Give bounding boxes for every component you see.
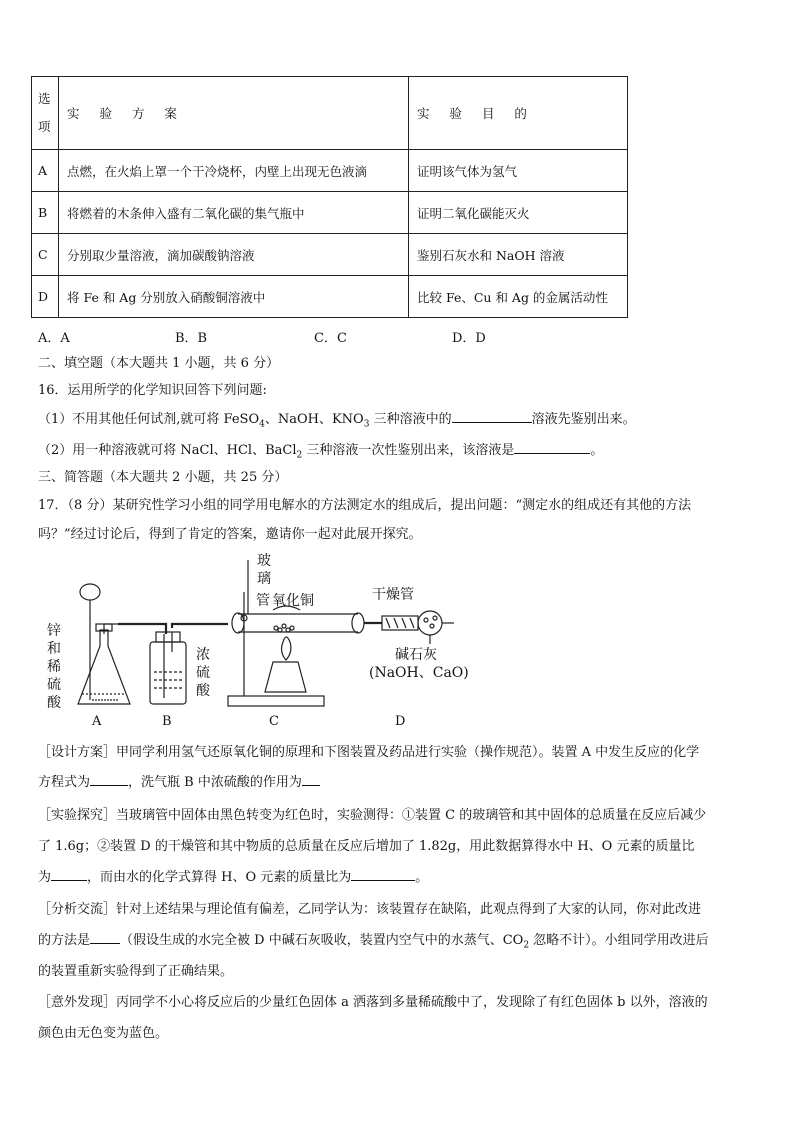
choice-d: D．D: [452, 331, 486, 346]
flask-a-drawing: [78, 584, 130, 704]
wash-bottle-b-drawing: [150, 624, 228, 704]
table-row: [32, 150, 628, 192]
q16-part1: （1）不用其他任何试剂,就可将 FeSO$_4$、NaOH、$KNO_3$ 三种溶液中的 溶液先鉴别出来。: [38, 408, 636, 430]
label-glass: 玻 璃: [257, 553, 271, 587]
header-plan-cell: 实 验 方 案: [59, 77, 409, 150]
choice-a: A．A: [38, 331, 70, 346]
label-c: C: [269, 714, 279, 729]
accident-line2: 颜色由无色变为蓝色。: [38, 1026, 169, 1041]
label-tube: 管: [256, 593, 270, 609]
label-soda-lime: 碱石灰: [395, 647, 437, 663]
header-option-cell: 选 项: [32, 77, 59, 150]
q16-part2: （2）用一种溶液就可将 NaCl、HCl、BaCl$_2$ 三种溶液一次性鉴别出来，该溶液是 。: [38, 439, 603, 461]
q17-intro-line2: 吗？”经过讨论后，得到了肯定的答案，邀请你一起对此展开探究。: [38, 527, 422, 542]
drying-tube-d-drawing: [382, 611, 454, 644]
options-table: [31, 76, 628, 318]
option-label: A: [32, 150, 59, 192]
analysis-line3: 的装置重新实验得到了正确结果。: [38, 964, 234, 979]
plan-cell: 分别取少量溶液，滴加碳酸钠溶液: [59, 234, 409, 276]
choice-b: B．B: [175, 331, 208, 346]
stand-c-drawing: [228, 560, 382, 706]
purpose-cell: 证明二氧化碳能灭火: [409, 192, 628, 234]
header-purpose-cell: 实 验 目 的: [409, 77, 628, 150]
answer-blank[interactable]: [351, 866, 415, 881]
explore-line3: 为 ，而由水的化学式算得 H、O 元素的质量比为 。: [38, 866, 428, 885]
answer-blank[interactable]: [514, 439, 590, 454]
option-label: B: [32, 192, 59, 234]
purpose-cell: 证明该气体为氢气: [409, 150, 628, 192]
table-row: [32, 192, 628, 234]
purpose-cell: 比较 Fe、Cu 和 Ag 的金属活动性: [409, 276, 628, 318]
answer-blank[interactable]: [51, 866, 87, 881]
label-conc-acid: 浓 硫 酸: [196, 647, 210, 699]
purpose-cell: 鉴别石灰水和 NaOH 溶液: [409, 234, 628, 276]
explore-line2: 了 1.6g；②装置 D 的干燥管和其中物质的总质量在反应后增加了 1.82g，用此数据算得水中 H、O 元素的质量比: [38, 839, 695, 854]
section-3-heading: 三、简答题（本大题共 2 小题，共 25 分）: [38, 470, 288, 485]
label-d: D: [395, 714, 406, 729]
choice-c: C．C: [314, 331, 347, 346]
design-line1: ［设计方案］甲同学利用氢气还原氧化铜的原理和下图装置及药品进行实验（操作规范）。装置 A 中发生反应的化学: [38, 745, 700, 760]
section-2-heading: 二、填空题（本大题共 1 小题，共 6 分）: [38, 356, 280, 371]
answer-blank[interactable]: [452, 408, 532, 423]
table-row: [32, 276, 628, 318]
answer-blank[interactable]: [90, 929, 120, 944]
q17-intro-line1: 17．（8 分）某研究性学习小组的同学用电解水的方法测定水的组成后，提出问题：“测定水的组成还有其他的方法: [38, 498, 692, 513]
label-soda-lime-formula: (NaOH、CaO): [369, 665, 469, 681]
plan-cell: 点燃，在火焰上罩一个干冷烧杯，内壁上出现无色液滴: [59, 150, 409, 192]
label-drying-tube: 干燥管: [372, 587, 414, 603]
analysis-line1: ［分析交流］针对上述结果与理论值有偏差，乙同学认为：该装置存在缺陷，此观点得到了大家的认同，你对此改进: [38, 902, 702, 917]
label-b: B: [162, 714, 172, 729]
accident-line1: ［意外发现］丙同学不小心将反应后的少量红色固体 a 洒落到多量稀硫酸中了，发现除了有红色固体 b 以外，溶液的: [38, 995, 708, 1010]
table-row: [32, 234, 628, 276]
plan-cell: 将燃着的木条伸入盛有二氧化碳的集气瓶中: [59, 192, 409, 234]
table-header-row: [32, 77, 628, 150]
apparatus-figure: [38, 552, 478, 732]
label-zinc-acid: 锌 和 稀 硫 酸: [47, 623, 61, 711]
option-label: D: [32, 276, 59, 318]
explore-line1: ［实验探究］当玻璃管中固体由黑色转变为红色时，实验测得：①装置 C 的玻璃管和其中固体的总质量在反应后减少: [38, 808, 707, 823]
label-a: A: [92, 714, 102, 729]
plan-cell: 将 Fe 和 Ag 分别放入硝酸铜溶液中: [59, 276, 409, 318]
q16-stem: 16．运用所学的化学知识回答下列问题:: [38, 383, 267, 398]
answer-blank[interactable]: [90, 771, 128, 786]
label-cuo: 氧化铜: [272, 593, 314, 609]
analysis-line2: 的方法是 （假设生成的水完全被 D 中碱石灰吸收，装置内空气中的水蒸气、$CO_2$ 忽略不计）。小组同学用改进后: [38, 929, 709, 951]
design-line2: 方程式为 ，洗气瓶 B 中浓硫酸的作用为: [38, 771, 320, 790]
option-label: C: [32, 234, 59, 276]
answer-blank[interactable]: [302, 771, 320, 786]
